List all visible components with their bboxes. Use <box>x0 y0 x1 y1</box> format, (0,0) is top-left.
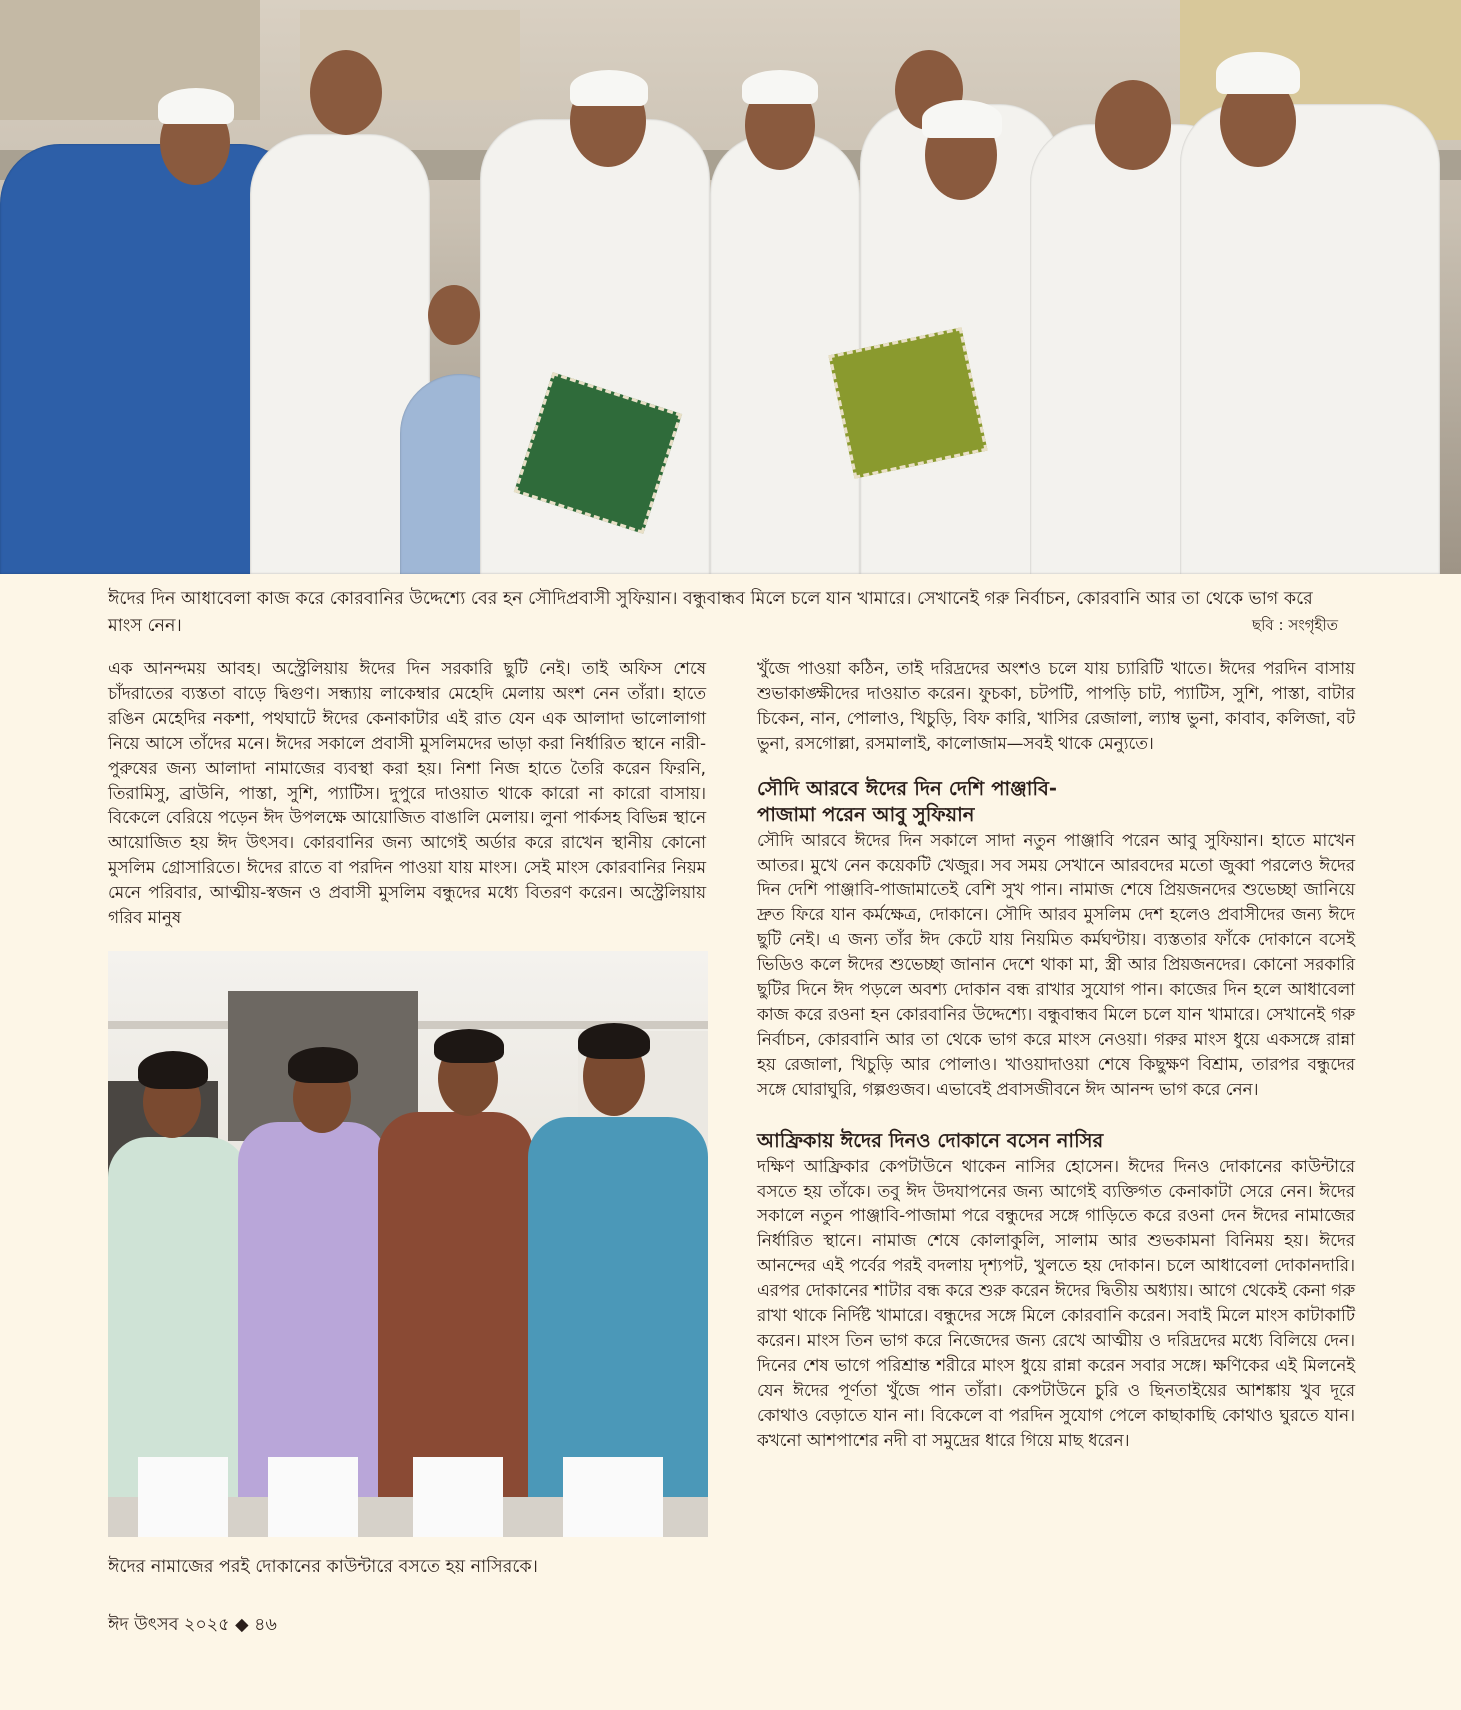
section-heading-saudi: সৌদি আরবে ঈদের দিন দেশি পাঞ্জাবি-পাজামা পরেন আবু সুফিয়ান <box>757 776 1057 826</box>
page-footer: ঈদ উৎসব ২০২৫ ◆ ৪৬ <box>108 1615 277 1635</box>
bottom-photo-caption: ঈদের নামাজের পরই দোকানের কাউন্টারে বসতে হয় নাসিরকে। <box>108 1557 538 1577</box>
saudi-section-paragraph: সৌদি আরবে ঈদের দিন সকালে সাদা নতুন পাঞ্জাবি পরেন আবু সুফিয়ান। হাতে মাখেন আতর। মুখে নেন কয়েকটি খেজুর। সব সময় সেখানে আরবদের মতো জুব্বা পরলেও ঈদের দিন দেশি পাঞ্জাবি-পাজামাতেই বেশি সুখ পান। নামাজ শেষে প্রিয়জনদের শুভেচ্ছা জানিয়ে দ্রুত ফিরে যান কর্মক্ষেত্র, দোকানে। সৌদি আরব মুসলিম দেশ হলেও প্রবাসীদের জন্য ঈদে ছুটি নেই। এ জন্য তাঁর ঈদ কেটে যায় নিয়মিত কর্মঘণ্টায়। ব্যস্ততার ফাঁকে দোকানে বসেই ভিডিও কলে ঈদের শুভেচ্ছা জানান দেশে থাকা মা, স্ত্রী আর প্রিয়জনদের। কোনো সরকারি ছুটির দিনে ঈদ পড়লে অবশ্য দোকান বন্ধ রাখার সুযোগ পান। কাজের দিন হলে আধাবেলা কাজ করে রওনা হন কোরবানির উদ্দেশ্যে। বন্ধুবান্ধব মিলে চলে যান খামারে। সেখানেই গরু নির্বাচন, কোরবানি আর তা থেকে ভাগ করে মাংস নেওয়া। গরুর মাংস ধুয়ে একসঙ্গে রান্না হয় রেজালা, খিচুড়ি আর পোলাও। খাওয়াদাওয়া শেষে কিছুক্ষণ বিশ্রাম, তারপর বন্ধুদের সঙ্গে ঘোরাঘুরি, গল্পগুজব। এভাবেই প্রবাসজীবনে ঈদ আনন্দ ভাগ করে নেন। <box>757 829 1355 1099</box>
photo-credit: ছবি : সংগৃহীত <box>1252 616 1338 634</box>
top-photo-caption: ঈদের দিন আধাবেলা কাজ করে কোরবানির উদ্দেশ্যে বের হন সৌদিপ্রবাসী সুফিয়ান। বন্ধুবান্ধব মিলে চলে যান খামারে। সেখানেই গরু নির্বাচন, কোরবানি আর তা থেকে ভাগ করে মাংস নেন। <box>108 589 1313 636</box>
bottom-photo <box>108 951 708 1537</box>
left-column <box>108 656 706 930</box>
right-intro-paragraph: খুঁজে পাওয়া কঠিন, তাই দরিদ্রদের অংশও চলে যায় চ্যারিটি খাতে। ঈদের পরদিন বাসায় শুভাকাঙ্ক্ষীদের দাওয়াত করেন। ফুচকা, চটপটি, পাপড়ি চাট, প্যাটিস, সুশি, পাস্তা, বাটার চিকেন, নান, পোলাও, খিচুড়ি, বিফ কারি, খাসির রেজালা, ল্যাম্ব ভুনা, কাবাব, কলিজা, বট ভুনা, রসগোল্লা, রসমালাই, কালোজাম—সবই থাকে মেন্যুতে। <box>757 658 1355 753</box>
right-column <box>757 656 1355 1452</box>
top-photo <box>0 0 1461 574</box>
africa-section-paragraph: দক্ষিণ আফ্রিকার কেপটাউনে থাকেন নাসির হোসেন। ঈদের দিনও দোকানের কাউন্টারে বসতে হয় তাঁকে। তবু ঈদ উদযাপনের জন্য আগেই ব্যক্তিগত কেনাকাটা সেরে নেন। ঈদের সকালে নতুন পাঞ্জাবি-পাজামা পরে বন্ধুদের সঙ্গে গাড়িতে করে রওনা দেন ঈদের নামাজের নির্ধারিত স্থানে। নামাজ শেষে কোলাকুলি, সালাম আর শুভকামনা বিনিময় হয়। ঈদের আনন্দের এই পর্বের পরই বদলায় দৃশ্যপট, খুলতে হয় দোকান। চলে আধাবেলা দোকানদারি। এরপর দোকানের শাটার বন্ধ করে শুরু করেন ঈদের দ্বিতীয় অধ্যায়। আগে থেকেই কেনা গরু রাখা থাকে নির্দিষ্ট খামারে। বন্ধুদের সঙ্গে মিলে কোরবানি করেন। সবাই মিলে মাংস কাটাকাটি করেন। মাংস তিন ভাগ করে নিজেদের জন্য রেখে আত্মীয় ও দরিদ্রদের মধ্যে বিলিয়ে দেন। দিনের শেষ ভাগে পরিশ্রান্ত শরীরে মাংস ধুয়ে রান্না করেন সবার সঙ্গে। ক্ষণিকের এই মিলনেই যেন ঈদের পূর্ণতা খুঁজে পান তাঁরা। কেপটাউনে চুরি ও ছিনতাইয়ের আশঙ্কায় খুব দূরে কোথাও বেড়াতে যান না। বিকেলে বা পরদিন সুযোগ পেলে কাছাকাছি কোথাও ঘুরতে যান। কখনো আশপাশের নদী বা সমুদ্রের ধারে গিয়ে মাছ ধরেন। <box>757 1155 1355 1450</box>
section-heading-africa: আফ্রিকায় ঈদের দিনও দোকানে বসেন নাসির <box>757 1128 1104 1152</box>
left-paragraph: এক আনন্দময় আবহ। অস্ট্রেলিয়ায় ঈদের দিন সরকারি ছুটি নেই। তাই অফিস শেষে চাঁদরাতের ব্যস্ততা বাড়ে দ্বিগুণ। সন্ধ্যায় লাকেম্বার মেহেদি মেলায় অংশ নেন তাঁরা। হাতে রঙিন মেহেদির নকশা, পথঘাটে ঈদের কেনাকাটার এই রাত যেন এক আলাদা ভালোলাগা নিয়ে আসে তাঁদের মনে। ঈদের সকালে প্রবাসী মুসলিমদের ভাড়া করা নির্ধারিত স্থানে নারী-পুরুষের জন্য আলাদা নামাজের ব্যবস্থা করা হয়। নিশা নিজ হাতে তৈরি করেন ফিরনি, তিরামিসু, ব্রাউনি, পাস্তা, সুশি, প্যাটিস। দুপুরে দাওয়াত থাকে কারো না কারো বাসায়। বিকেলে বেরিয়ে পড়েন ঈদ উপলক্ষে আয়োজিত বাঙালি মেলায়। লুনা পার্কসহ বিভিন্ন স্থানে আয়োজিত হয় ঈদ উৎসব। কোরবানির জন্য আগেই অর্ডার করে রাখেন স্থানীয় কোনো মুসলিম গ্রোসারিতে। ঈদের রাতে বা পরদিন পাওয়া যায় মাংস। সেই মাংস কোরবানির নিয়ম মেনে পরিবার, আত্মীয়-স্বজন ও প্রবাসী মুসলিম বন্ধুদের মধ্যে বিতরণ করেন। অস্ট্রেলিয়ায় গরিব মানুষ <box>108 658 706 928</box>
